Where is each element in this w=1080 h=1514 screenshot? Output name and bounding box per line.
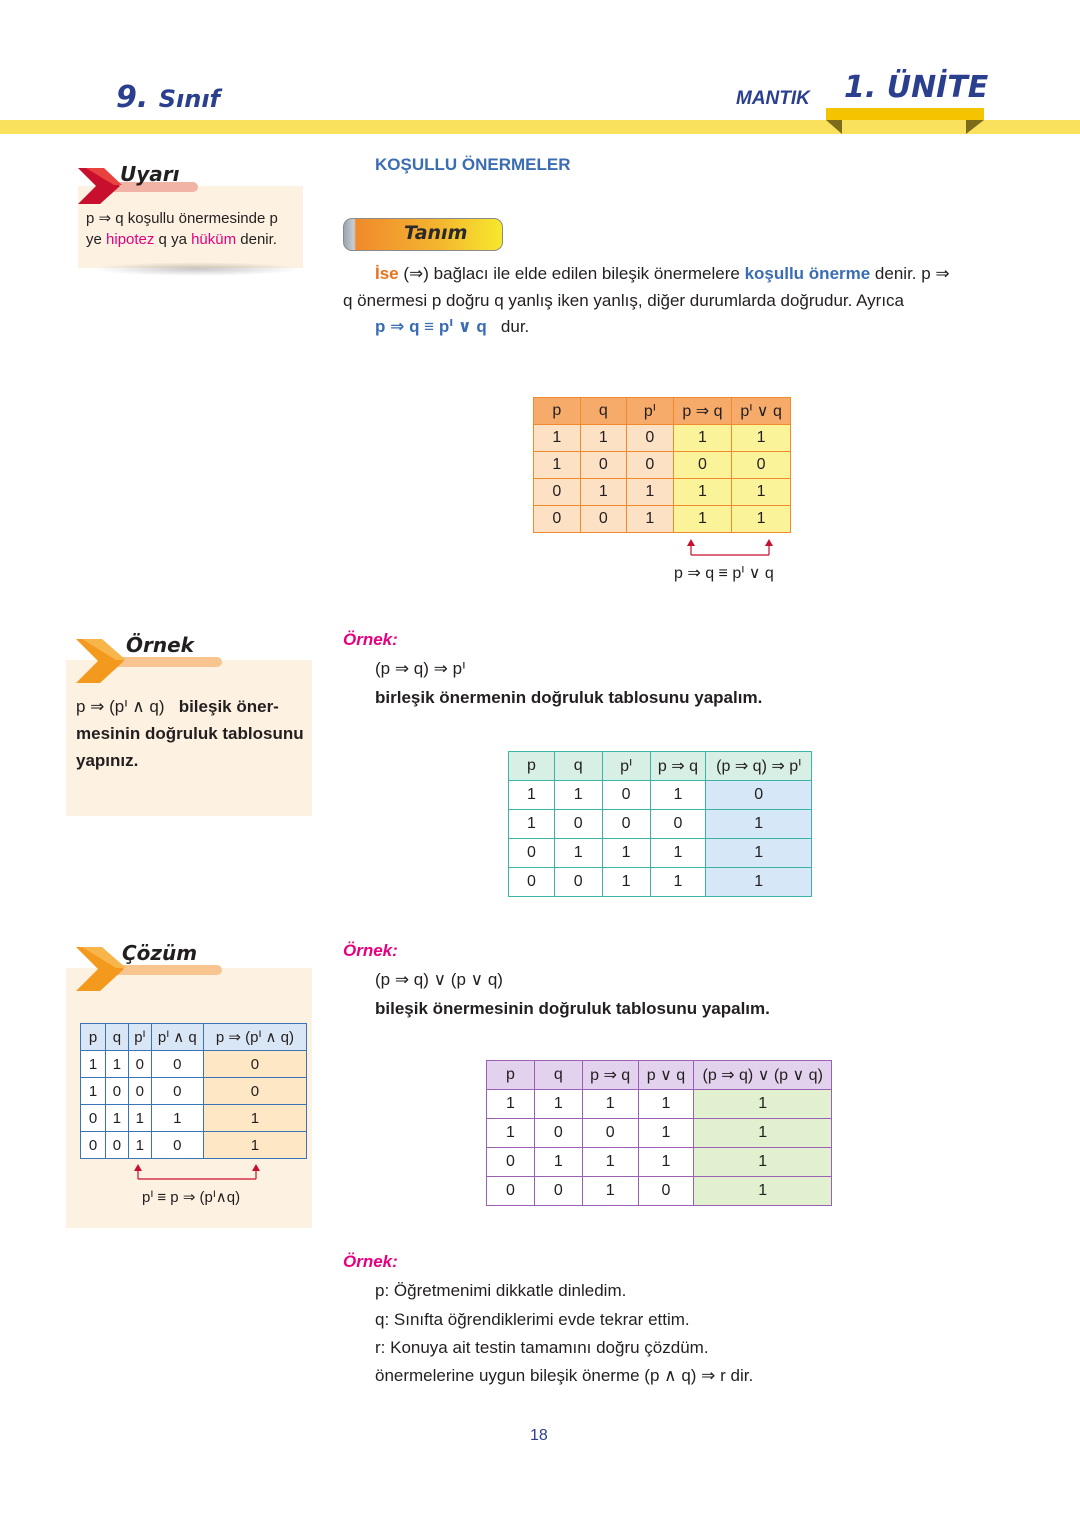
table-header-row [487, 1061, 832, 1090]
table-cell: 1 [638, 1119, 694, 1148]
table-row [534, 479, 791, 506]
table-cell: 1 [602, 839, 650, 868]
table-cell: 0 [534, 479, 581, 506]
table-row [534, 425, 791, 452]
warning-text: p ⇒ q koşullu önermesinde p ye hipotez q ya hüküm denir. [86, 210, 278, 248]
example2-label: Örnek: [343, 941, 398, 960]
example3-r: r: Konuya ait testin tamamını doğru çözdüm. [375, 1338, 709, 1357]
table-cell: 1 [638, 1090, 694, 1119]
header-cell: pᑊ [627, 398, 674, 425]
header-cell: p [487, 1061, 535, 1090]
header-cell: pᑊ ∨ q [732, 398, 791, 425]
table-cell: 1 [650, 781, 706, 810]
table-cell: 0 [554, 868, 602, 897]
header-cell: (p ⇒ q) ⇒ pᑊ [706, 752, 812, 781]
header-cell: q [580, 398, 627, 425]
table-header-row [509, 752, 812, 781]
equivalence-formula: p ⇒ q ≡ pᑊ ∨ q dur. [375, 317, 530, 336]
truth-table-solution [80, 1023, 307, 1159]
header-cell: p ⇒ (pᑊ ∧ q) [203, 1024, 306, 1051]
table-cell: 1 [128, 1132, 151, 1159]
table-cell: 1 [534, 425, 581, 452]
header-band [0, 120, 1080, 134]
example3-conclusion: önermelerine uygun bileşik önerme (p ∧ q) ⇒ r dir. [375, 1366, 754, 1385]
table-cell: 1 [582, 1090, 638, 1119]
unit-title: 1. ÜNİTE [844, 70, 989, 105]
solution-caption: pᑊ ≡ p ⇒ (pᑊ∧q) [142, 1189, 241, 1206]
definition-line-1: İse (⇒) bağlacı ile elde edilen bileşik önermelere koşullu önerme denir. p ⇒ [375, 264, 950, 283]
header-cell: pᑊ ∧ q [151, 1024, 203, 1051]
table-cell: 1 [81, 1078, 106, 1105]
table-cell: 0 [650, 810, 706, 839]
solution-bracket-arrows [132, 1164, 264, 1184]
example3-p: p: Öğretmenimi dikkatle dinledim. [375, 1281, 627, 1300]
table-cell: 0 [487, 1148, 535, 1177]
table-cell: 1 [534, 452, 581, 479]
page-number: 18 [530, 1427, 548, 1444]
header-cell: q [105, 1024, 128, 1051]
header-cell: q [554, 752, 602, 781]
table-row [509, 839, 812, 868]
table-cell: 1 [580, 479, 627, 506]
table-cell: 1 [638, 1148, 694, 1177]
example2-expression: (p ⇒ q) ∨ (p ∨ q) [375, 970, 503, 989]
header-cell: p [534, 398, 581, 425]
table-cell: 1 [509, 810, 555, 839]
table-cell: 0 [580, 506, 627, 533]
table-cell: 0 [509, 868, 555, 897]
table-cell: 1 [694, 1090, 832, 1119]
table-cell: 0 [81, 1132, 106, 1159]
table-cell: 1 [105, 1105, 128, 1132]
table-cell: 0 [534, 506, 581, 533]
table-row [487, 1119, 832, 1148]
header-cell: p ∨ q [638, 1061, 694, 1090]
table-row [487, 1090, 832, 1119]
table-header-row [81, 1024, 307, 1051]
table-row [509, 781, 812, 810]
table-cell: 1 [694, 1119, 832, 1148]
table-row [509, 868, 812, 897]
header-cell: p ⇒ q [582, 1061, 638, 1090]
table-cell: 1 [694, 1177, 832, 1206]
table-cell: 0 [627, 425, 674, 452]
definition-line-2: q önermesi p doğru q yanlış iken yanlış, diğer durumlarda doğrudur. Ayrıca [343, 291, 904, 310]
table-row [534, 506, 791, 533]
table-row [487, 1148, 832, 1177]
definition-label: Tanım [404, 222, 468, 244]
table-cell: 1 [706, 839, 812, 868]
table-cell: 0 [602, 781, 650, 810]
table-row [81, 1078, 307, 1105]
unit-tab-fold-left [826, 120, 842, 134]
table-cell: 0 [580, 452, 627, 479]
table-row [487, 1177, 832, 1206]
table-row [81, 1105, 307, 1132]
table-cell: 0 [105, 1132, 128, 1159]
table-cell: 1 [487, 1090, 535, 1119]
table-row [509, 810, 812, 839]
unit-tab-fold-right [966, 120, 984, 134]
header-cell: pᑊ [128, 1024, 151, 1051]
table-header-row [534, 398, 791, 425]
header-cell: q [534, 1061, 582, 1090]
table-cell: 0 [81, 1105, 106, 1132]
table-cell: 1 [627, 506, 674, 533]
equivalence-bracket-arrows [684, 539, 776, 559]
table-cell: 1 [694, 1148, 832, 1177]
subject-title: MANTIK [736, 88, 810, 109]
table-cell: 1 [151, 1105, 203, 1132]
table-cell: 1 [534, 1090, 582, 1119]
example3-q: q: Sınıfta öğrendiklerimi evde tekrar ettim. [375, 1310, 690, 1329]
table-row [81, 1132, 307, 1159]
table-cell: 1 [128, 1105, 151, 1132]
solution-title: Çözüm [122, 941, 198, 965]
table-cell: 1 [580, 425, 627, 452]
table-cell: 1 [534, 1148, 582, 1177]
table-cell: 1 [732, 425, 791, 452]
table-cell: 1 [650, 868, 706, 897]
table-cell: 1 [203, 1105, 306, 1132]
table-row [81, 1051, 307, 1078]
table-cell: 1 [582, 1177, 638, 1206]
table-cell: 1 [487, 1119, 535, 1148]
truth-table-implication [533, 397, 791, 533]
table-cell: 0 [128, 1051, 151, 1078]
warning-title: Uyarı [120, 162, 180, 186]
table-cell: 1 [509, 781, 555, 810]
example1-label: Örnek: [343, 630, 398, 649]
table-cell: 0 [582, 1119, 638, 1148]
example2-task: bileşik önermesinin doğruluk tablosunu yapalım. [375, 999, 770, 1018]
table-cell: 0 [151, 1051, 203, 1078]
table-cell: 1 [105, 1051, 128, 1078]
table-cell: 1 [706, 868, 812, 897]
header-cell: pᑊ [602, 752, 650, 781]
table-cell: 0 [627, 452, 674, 479]
unit-tab [826, 108, 984, 120]
table-cell: 1 [203, 1132, 306, 1159]
table-cell: 1 [673, 425, 732, 452]
truth-table-example2 [486, 1060, 832, 1206]
header-cell: p [509, 752, 555, 781]
table-cell: 1 [582, 1148, 638, 1177]
table-cell: 0 [706, 781, 812, 810]
table-cell: 0 [638, 1177, 694, 1206]
table1-caption: p ⇒ q ≡ pᑊ ∨ q [674, 565, 774, 582]
table-cell: 0 [128, 1078, 151, 1105]
table-cell: 0 [602, 810, 650, 839]
table-cell: 1 [706, 810, 812, 839]
table-cell: 0 [151, 1078, 203, 1105]
table-row [534, 452, 791, 479]
truth-table-example1 [508, 751, 812, 897]
section-heading: KOŞULLU ÖNERMELER [375, 155, 571, 174]
table-cell: 0 [732, 452, 791, 479]
table-cell: 1 [81, 1051, 106, 1078]
table-cell: 1 [602, 868, 650, 897]
table-cell: 0 [105, 1078, 128, 1105]
warning-box-shadow [92, 262, 302, 276]
table-cell: 0 [203, 1078, 306, 1105]
header-cell: p ⇒ q [673, 398, 732, 425]
table-cell: 0 [509, 839, 555, 868]
table-cell: 0 [151, 1132, 203, 1159]
header-cell: p ⇒ q [650, 752, 706, 781]
table-cell: 0 [554, 810, 602, 839]
table-cell: 1 [627, 479, 674, 506]
table-cell: 0 [487, 1177, 535, 1206]
example1-task: birleşik önermenin doğruluk tablosunu yapalım. [375, 688, 763, 707]
example-question: p ⇒ (pᑊ ∧ q) bileşik öner- mesinin doğruluk tablosunu yapınız. [76, 697, 304, 770]
header-cell: (p ⇒ q) ∨ (p ∨ q) [694, 1061, 832, 1090]
example1-expression: (p ⇒ q) ⇒ pᑊ [375, 659, 466, 678]
example3-label: Örnek: [343, 1252, 398, 1271]
table-cell: 0 [534, 1119, 582, 1148]
table-cell: 1 [673, 479, 732, 506]
table-cell: 1 [554, 839, 602, 868]
table-cell: 1 [650, 839, 706, 868]
example-title: Örnek [126, 633, 194, 657]
table-cell: 1 [673, 506, 732, 533]
table-cell: 1 [554, 781, 602, 810]
table-cell: 1 [732, 506, 791, 533]
table-cell: 1 [732, 479, 791, 506]
table-cell: 0 [203, 1051, 306, 1078]
header-cell: p [81, 1024, 106, 1051]
table-cell: 0 [673, 452, 732, 479]
grade-title: 9. Sınıf [116, 80, 220, 115]
table-cell: 0 [534, 1177, 582, 1206]
